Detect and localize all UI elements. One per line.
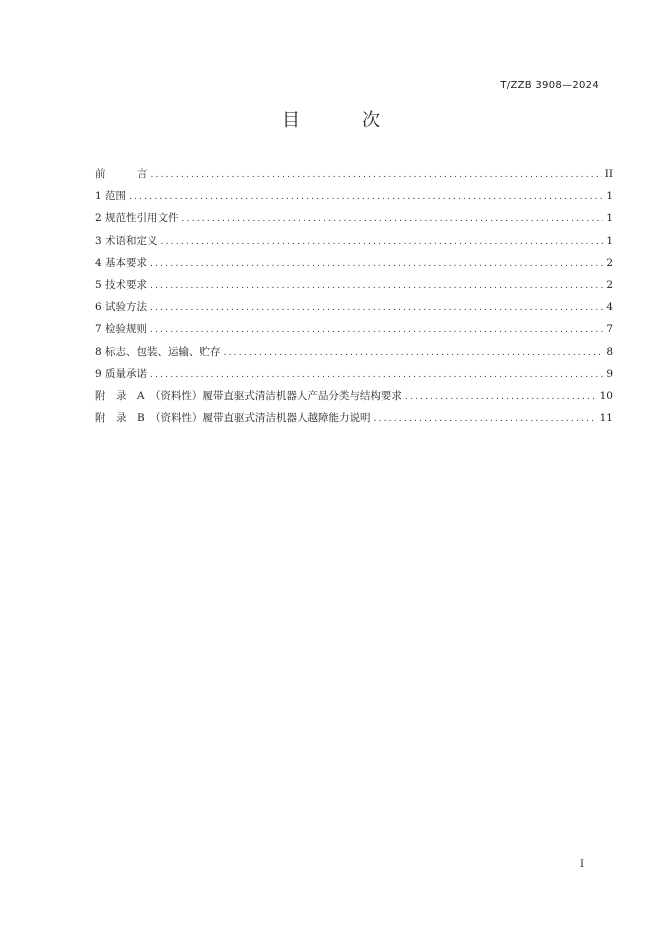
toc-leader-dots [150,325,603,335]
toc-entry-page: 8 [606,345,613,358]
toc-leader-dots [161,237,604,247]
toc-entry-foreword[interactable] [95,166,613,188]
document-number: T/ZZB 3908—2024 [500,80,599,91]
table-of-contents [95,166,613,432]
toc-entry-label: 5 技术要求 [95,278,148,291]
toc-entry-page: 2 [606,278,613,291]
toc-leader-dots [405,392,597,402]
toc-entry-page: 1 [606,212,613,225]
toc-entry-label: 附 录 A （资料性）履带直驱式清洁机器人产品分类与结构要求 [95,389,402,402]
toc-leader-dots [224,348,604,358]
toc-title: 目 次 [282,110,402,131]
toc-leader-dots [150,303,603,313]
toc-entry-label: 2 规范性引用文件 [95,212,179,225]
toc-entry-label: 前 言 [95,168,148,180]
toc-entry-page: 1 [606,190,613,203]
toc-leader-dots [150,259,603,269]
toc-entry-page: 7 [606,323,613,336]
toc-entry-page: 4 [606,301,613,314]
toc-entry-page: 11 [599,412,613,425]
toc-entry-normative-references[interactable] [95,210,613,232]
toc-entry-label: 4 基本要求 [95,256,148,269]
toc-entry-appendix-a[interactable] [95,388,613,410]
toc-entry-label: 7 检验规则 [95,323,148,336]
toc-entry-label: 附 录 B （资料性）履带直驱式清洁机器人越障能力说明 [95,412,371,425]
toc-entry-page: 9 [606,367,613,380]
toc-entry-test-methods[interactable] [95,299,613,321]
toc-entry-label: 6 试验方法 [95,301,148,314]
toc-entry-appendix-b[interactable] [95,410,613,432]
toc-entry-terms-definitions[interactable] [95,233,613,255]
toc-leader-dots [373,414,596,424]
page-number: I [580,859,584,870]
toc-leader-dots [151,170,602,180]
toc-entry-marking-packaging[interactable] [95,344,613,366]
toc-entry-label: 1 范围 [95,190,127,203]
toc-entry-label: 9 质量承诺 [95,367,148,380]
toc-leader-dots [129,192,603,202]
toc-entry-scope[interactable] [95,188,613,210]
toc-entry-page: 1 [606,234,613,247]
toc-entry-label: 3 术语和定义 [95,234,158,247]
toc-entry-quality-commitment[interactable] [95,366,613,388]
toc-entry-inspection-rules[interactable] [95,321,613,343]
toc-entry-technical-requirements[interactable] [95,277,613,299]
toc-entry-label: 8 标志、包装、运输、贮存 [95,345,221,358]
toc-entry-page: 2 [606,256,613,269]
toc-leader-dots [182,214,604,224]
toc-entry-page: 10 [599,389,613,402]
toc-leader-dots [150,370,603,380]
toc-leader-dots [150,281,603,291]
toc-entry-basic-requirements[interactable] [95,255,613,277]
toc-entry-page: II [604,168,613,180]
